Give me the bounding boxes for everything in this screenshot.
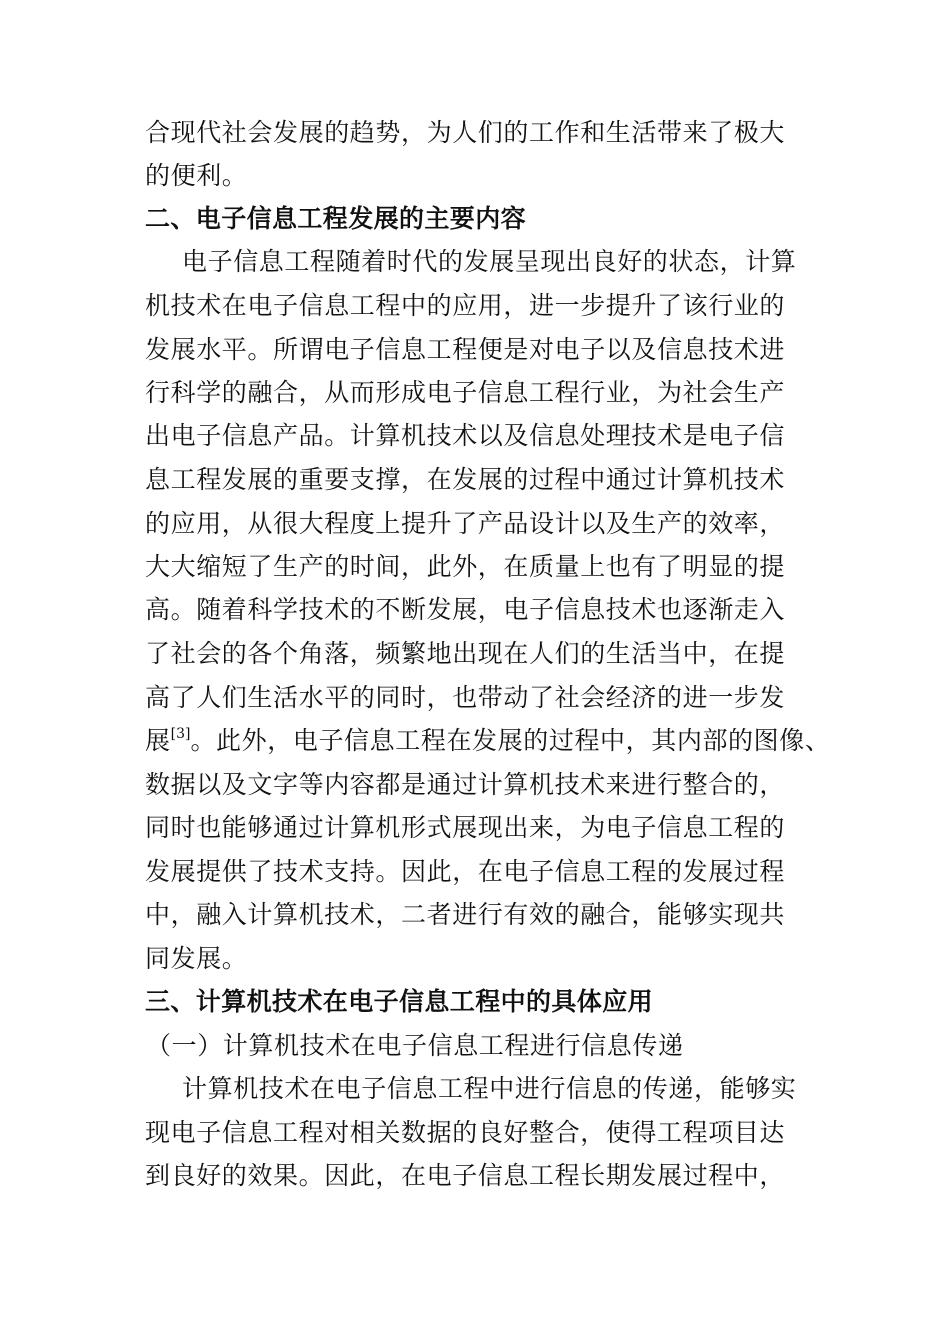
paragraph-first-line: 电子信息工程随着时代的发展呈现出良好的状态，计算	[182, 247, 797, 276]
text-span: 。此外，电子信息工程在发展的过程中，其内部的图像、	[190, 726, 831, 755]
text-line: 息工程发展的重要支撑，在发展的过程中通过计算机技术	[145, 465, 786, 494]
text-line: 出电子信息产品。计算机技术以及信息处理技术是电子信	[145, 421, 786, 450]
text-line: 大大缩短了生产的时间，此外，在质量上也有了明显的提	[145, 552, 786, 581]
text-line: 的便利。	[145, 161, 248, 190]
section-heading: 三、计算机技术在电子信息工程中的具体应用	[145, 987, 654, 1016]
section-heading: 二、电子信息工程发展的主要内容	[145, 204, 527, 233]
paragraph-first-line: 计算机技术在电子信息工程中进行信息的传递，能够实	[182, 1074, 797, 1103]
text-line: 了社会的各个角落，频繁地出现在人们的生活当中，在提	[145, 639, 786, 668]
text-line-with-citation	[145, 721, 830, 761]
text-line: 行科学的融合，从而形成电子信息工程行业，为社会生产	[145, 378, 786, 407]
text-line: 的应用，从很大程度上提升了产品设计以及生产的效率，	[145, 509, 786, 538]
text-line: 现电子信息工程对相关数据的良好整合，使得工程项目达	[145, 1118, 786, 1147]
text-line: 机技术在电子信息工程中的应用，进一步提升了该行业的	[145, 291, 786, 320]
text-line: 合现代社会发展的趋势，为人们的工作和生活带来了极大	[145, 118, 786, 147]
text-line: 发展水平。所谓电子信息工程便是对电子以及信息技术进	[145, 335, 786, 364]
text-line: 高。随着科学技术的不断发展，电子信息技术也逐渐走入	[145, 595, 786, 624]
text-line: 数据以及文字等内容都是通过计算机技术来进行整合的，	[145, 770, 786, 799]
text-span: 展	[145, 726, 171, 755]
text-line: 同时也能够通过计算机形式展现出来，为电子信息工程的	[145, 813, 786, 842]
text-line: 发展提供了技术支持。因此，在电子信息工程的发展过程	[145, 857, 786, 886]
text-line: 同发展。	[145, 944, 248, 973]
subsection-heading: （一）计算机技术在电子信息工程进行信息传递	[146, 1031, 684, 1060]
text-line: 到良好的效果。因此，在电子信息工程长期发展过程中，	[145, 1161, 786, 1190]
text-line: 中，融入计算机技术，二者进行有效的融合，能够实现共	[145, 900, 786, 929]
citation-ref: [3]	[170, 725, 191, 742]
text-line: 高了人们生活水平的同时，也带动了社会经济的进一步发	[145, 683, 786, 712]
